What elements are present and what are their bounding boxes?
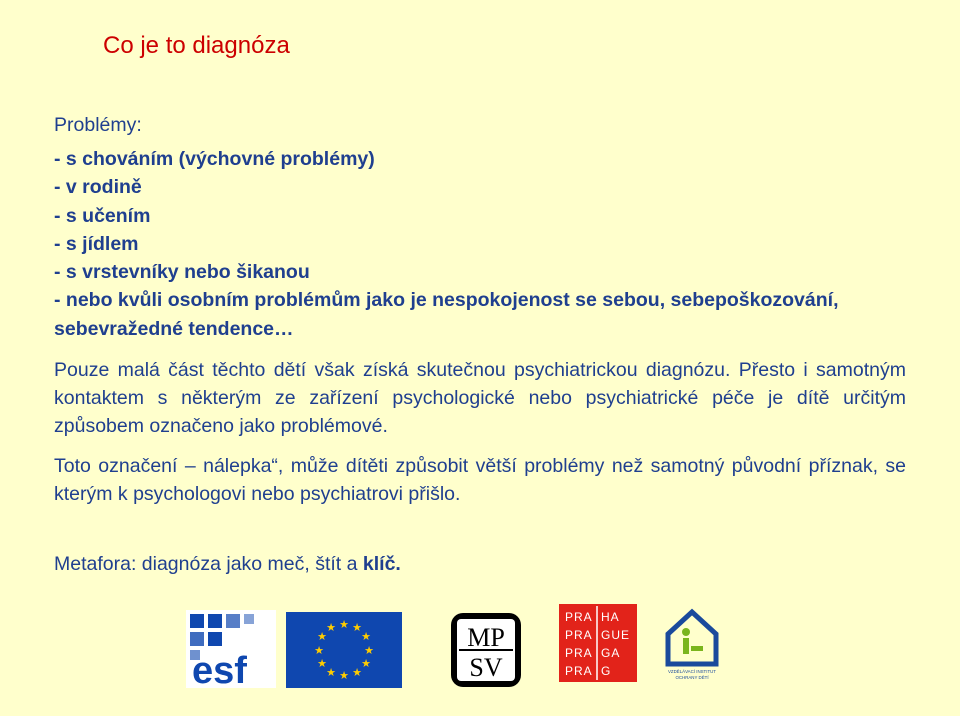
metaphor-line xyxy=(54,550,906,578)
mpsv-bottom-text: SV xyxy=(469,653,503,682)
praha-row-right: GA xyxy=(601,646,621,660)
praha-row-right: GUE xyxy=(601,628,631,642)
slide-title: Co je to diagnóza xyxy=(103,32,290,59)
institute-logo-line2: OCHRANY DĚTÍ xyxy=(675,675,709,680)
problem-item: - s vrstevníky nebo šikanou xyxy=(54,261,310,284)
svg-text:★: ★ xyxy=(361,657,371,670)
svg-text:★: ★ xyxy=(352,621,362,634)
praha-row-left: PRA xyxy=(565,664,593,678)
svg-text:★: ★ xyxy=(339,669,349,682)
metaphor-key: klíč. xyxy=(362,553,401,575)
problems-label: Problémy: xyxy=(54,114,142,136)
svg-text:★: ★ xyxy=(326,666,336,679)
praha-row-left: PRA xyxy=(565,628,593,642)
svg-text:★: ★ xyxy=(317,630,327,643)
metaphor-prefix: Metafora: diagnóza jako meč, štít a xyxy=(54,553,363,575)
praha-row-left: PRA xyxy=(565,646,593,660)
problem-item: - nebo kvůli osobním problémům jako je nespokojenost se sebou, sebepoškozování, sebevražedné tendence… xyxy=(54,289,839,340)
esf-logo-text: esf xyxy=(192,650,247,688)
institute-logo-line1: VZDĚLÁVACÍ INSTITUT xyxy=(668,669,716,674)
problem-item: - s chováním (výchovné problémy) xyxy=(54,148,375,170)
svg-text:★: ★ xyxy=(364,644,374,657)
svg-text:★: ★ xyxy=(314,644,324,657)
paragraph-diagnosis: Pouze malá část těchto dětí však získá skutečnou psychiatrickou diagnózu. Přesto i samotným kontaktem s některým ze zařízení psychologické nebo psychiatrické péče je dítě určitým způsobem označeno jako problémové. xyxy=(54,359,906,437)
praha-logo xyxy=(559,604,637,682)
eu-flag-logo xyxy=(286,612,402,688)
paragraph-label: Toto označení – nálepka“, může dítěti způsobit větší problémy než samotný původní příznak, se kterým k psychologovi nebo psychiatrovi přišlo. xyxy=(54,455,906,505)
praha-row-right: G xyxy=(601,664,612,678)
problem-list xyxy=(54,145,906,343)
mpsv-top-text: MP xyxy=(467,623,505,652)
svg-text:★: ★ xyxy=(352,666,362,679)
esf-logo xyxy=(186,610,276,688)
svg-text:★: ★ xyxy=(339,618,349,631)
svg-text:★: ★ xyxy=(317,657,327,670)
problem-item: - s učením xyxy=(54,204,151,227)
problem-item: - s jídlem xyxy=(54,232,139,255)
praha-row-left: PRA xyxy=(565,610,593,624)
svg-text:★: ★ xyxy=(326,621,336,634)
mpsv-logo xyxy=(449,611,523,689)
problem-item: - v rodině xyxy=(54,176,142,199)
praha-row-right: HA xyxy=(601,610,620,624)
institute-logo xyxy=(662,604,722,684)
svg-text:★: ★ xyxy=(361,630,371,643)
